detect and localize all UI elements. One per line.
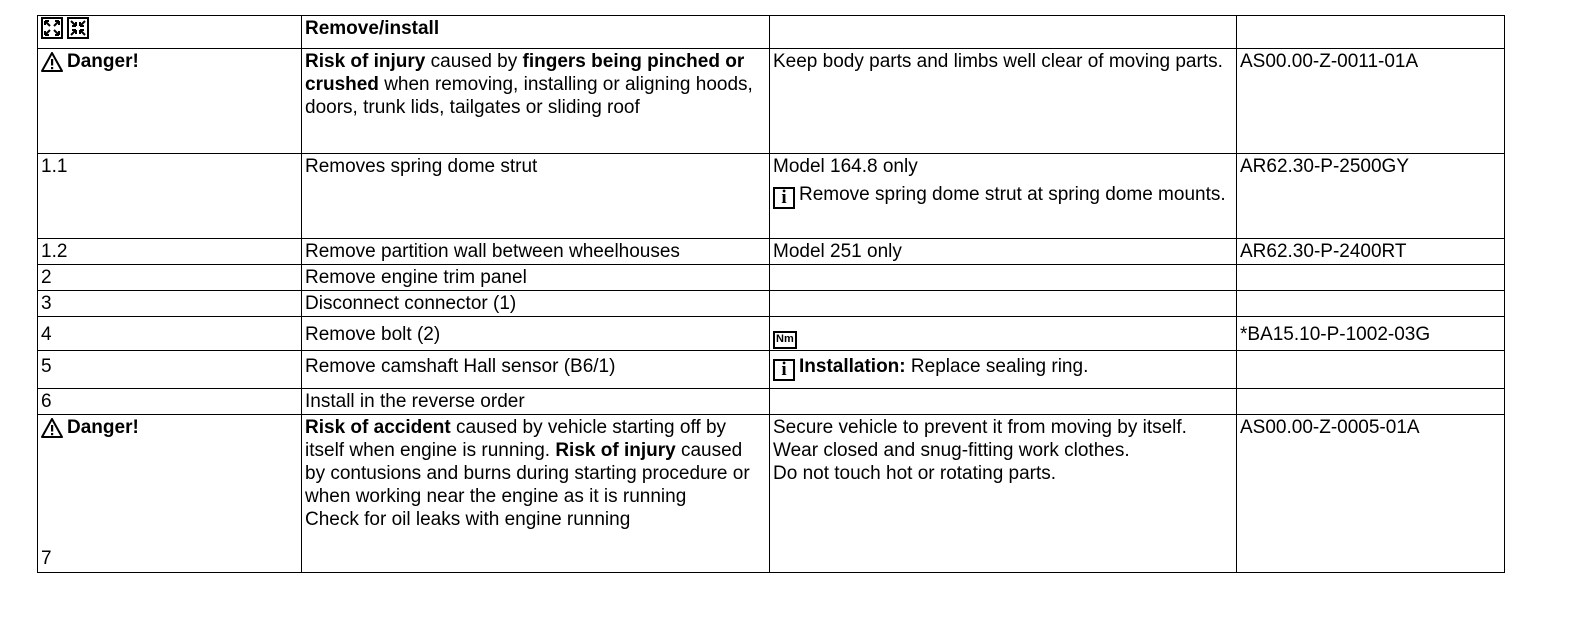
torque-nm-icon[interactable]: Nm [773,331,797,349]
note-info-text: Remove spring dome strut at spring dome mounts. [799,184,1226,205]
step-note [770,154,1237,239]
step-note-empty [770,389,1237,415]
step-row-6 [38,389,1505,415]
danger-risk-text [302,49,770,154]
danger-label: Danger! [67,51,139,72]
step-ref-link[interactable]: AR62.30-P-2400RT [1237,239,1505,265]
danger-action [770,415,1237,573]
danger-row-2 [38,415,1505,573]
action-1: Secure vehicle to prevent it from moving by itself. [773,417,1187,438]
action-3: Do not touch hot or rotating parts. [773,463,1057,484]
info-icon: i [773,359,795,381]
header-icons-cell [38,16,302,49]
step-ref-empty [1237,265,1505,291]
step-text: Remove camshaft Hall sensor (B6/1) [302,351,770,389]
note-installation-text: Replace sealing ring. [905,356,1089,377]
risk-bold-1: Risk of accident [305,417,451,438]
risk-bold-2: Risk of injury [555,440,676,461]
risk-text-1: caused by vehicle starting off by itself when engine is running. [305,417,727,461]
step-note [770,351,1237,389]
step-number: 7 [41,548,52,569]
danger-risk-text [302,415,770,573]
danger-ref-link[interactable]: AS00.00-Z-0005-01A [1237,415,1505,573]
risk-text-2: when removing, installing or aligning hoods, doors, trunk lids, tailgates or sliding roof [305,74,753,118]
procedure-table [37,15,1505,573]
step-ref-link[interactable]: *BA15.10-P-1002-03G [1237,317,1505,351]
step-number: 1.1 [38,154,302,239]
step-number: 1.2 [38,239,302,265]
step-ref-empty [1237,351,1505,389]
step-note-empty [770,291,1237,317]
warning-triangle-icon [41,418,63,438]
step-text: Check for oil leaks with engine running [305,509,631,530]
step-note-empty [770,265,1237,291]
risk-text-1: caused by [425,51,523,72]
step-ref-link[interactable]: AR62.30-P-2500GY [1237,154,1505,239]
step-note: Model 251 only [770,239,1237,265]
note-info [773,183,1233,209]
step-row-1-1 [38,154,1505,239]
step-number: 3 [38,291,302,317]
danger-ref-link[interactable]: AS00.00-Z-0011-01A [1237,49,1505,154]
collapse-icon[interactable] [67,17,89,39]
header-empty-4 [1237,16,1505,49]
note-model: Model 164.8 only [773,156,918,177]
danger-cell [38,415,302,573]
danger-cell [38,49,302,154]
step-number: 2 [38,265,302,291]
step-number: 6 [38,389,302,415]
step-row-4 [38,317,1505,351]
step-note [770,317,1237,351]
header-title: Remove/install [302,16,770,49]
step-text: Remove partition wall between wheelhouses [302,239,770,265]
header-empty-3 [770,16,1237,49]
step-text: Disconnect connector (1) [302,291,770,317]
danger-row-1 [38,49,1505,154]
action-2: Wear closed and snug-fitting work clothes. [773,440,1130,461]
warning-triangle-icon [41,52,63,72]
step-row-5 [38,351,1505,389]
info-icon: i [773,187,795,209]
step-text: Install in the reverse order [302,389,770,415]
step-row-1-2 [38,239,1505,265]
expand-icon[interactable] [41,17,63,39]
header-row [38,16,1505,49]
step-number: 5 [38,351,302,389]
risk-text-2: caused by contusions and burns during starting procedure or when working near the engine as it is running [305,440,750,507]
risk-bold-1: Risk of injury [305,51,426,72]
risk-bold-2: fingers being pinched or crushed [305,51,745,95]
step-ref-empty [1237,389,1505,415]
danger-label: Danger! [67,417,139,438]
step-text: Remove engine trim panel [302,265,770,291]
step-text: Removes spring dome strut [302,154,770,239]
step-row-3 [38,291,1505,317]
step-ref-empty [1237,291,1505,317]
step-row-2 [38,265,1505,291]
step-text: Remove bolt (2) [302,317,770,351]
step-number: 4 [38,317,302,351]
danger-action: Keep body parts and limbs well clear of moving parts. [770,49,1237,154]
note-installation-label: Installation: [799,356,906,377]
